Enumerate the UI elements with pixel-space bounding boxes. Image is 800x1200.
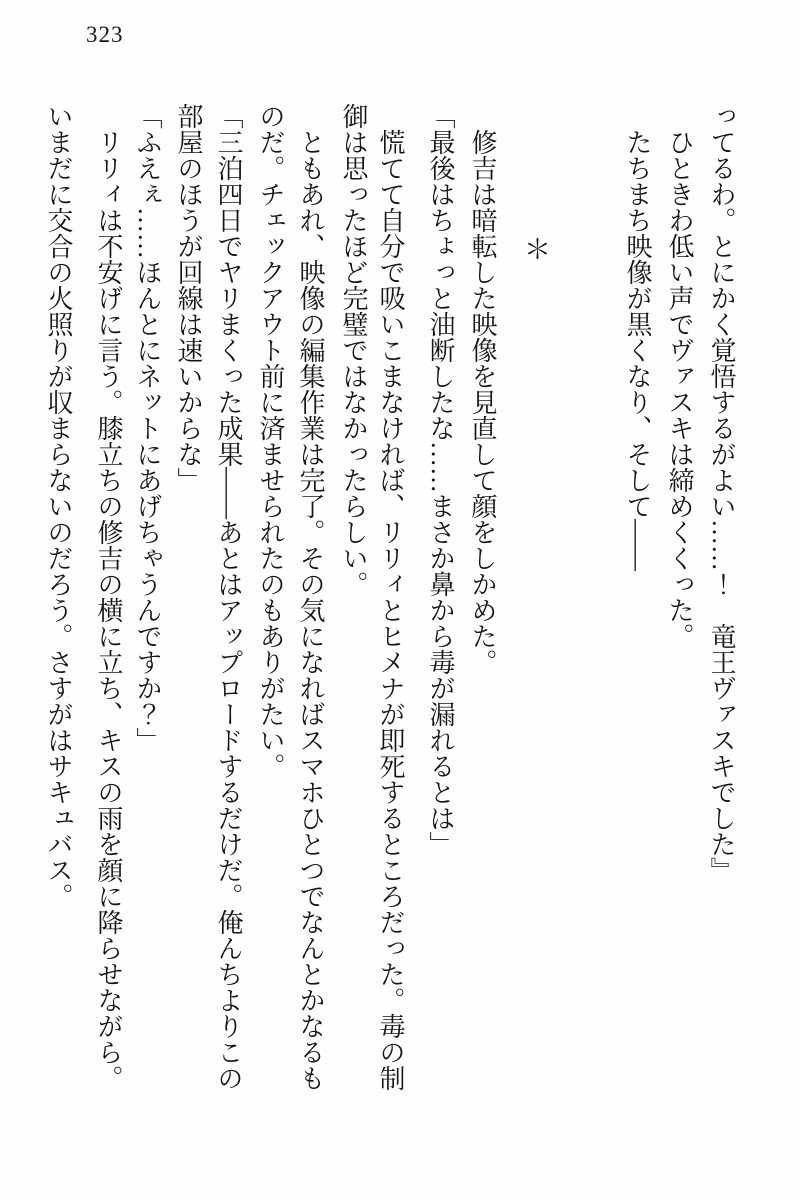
text-line-1: ってるわ。とにかく覚悟するがよい……！ 竜王ヴァスキでした』 — [707, 103, 736, 883]
text-line-2: ひときわ低い声でヴァスキは締めくくった。 — [665, 103, 694, 649]
text-line-12: 「ふえぇ……ほんとにネットにあげちゃうんですか？」 — [133, 103, 162, 753]
text-line-3: たちまち映像が黒くなり、そして―― — [623, 103, 652, 571]
text-line-14: いまだに交合の火照りが収まらないのだろう。さすがはサキュバス。 — [44, 103, 73, 909]
text-line-6: 慌てて自分で吸いこまなければ、リリィとヒメナが即死するところだった。毒の制 — [376, 103, 405, 1091]
text-line-9: のだ。チェックアウト前に済ませられたのもありがたい。 — [256, 103, 285, 779]
section-break-star: ＊ — [524, 235, 551, 265]
text-line-11: 部屋のほうが回線は速いからな」 — [174, 103, 203, 493]
text-line-10: 「三泊四日でヤリまくった成果――あとはアップロードするだけだ。俺んちよりこの — [214, 103, 243, 1091]
text-line-7: 御は思ったほど完璧ではなかったらしい。 — [339, 103, 368, 597]
text-line-5: 「最後はちょっと油断したな……まさか鼻から毒が漏れるとは」 — [426, 103, 455, 857]
text-line-13: リリィは不安げに言う。膝立ちの修吉の横に立ち、キスの雨を顔に降らせながら。 — [94, 103, 123, 1091]
text-line-4: 修吉は暗転した映像を見直して顔をしかめた。 — [468, 103, 497, 675]
page-number: 323 — [86, 22, 124, 47]
text-line-8: ともあれ、映像の編集作業は完了。その気になればスマホひとつでなんとかなるも — [296, 103, 325, 1091]
